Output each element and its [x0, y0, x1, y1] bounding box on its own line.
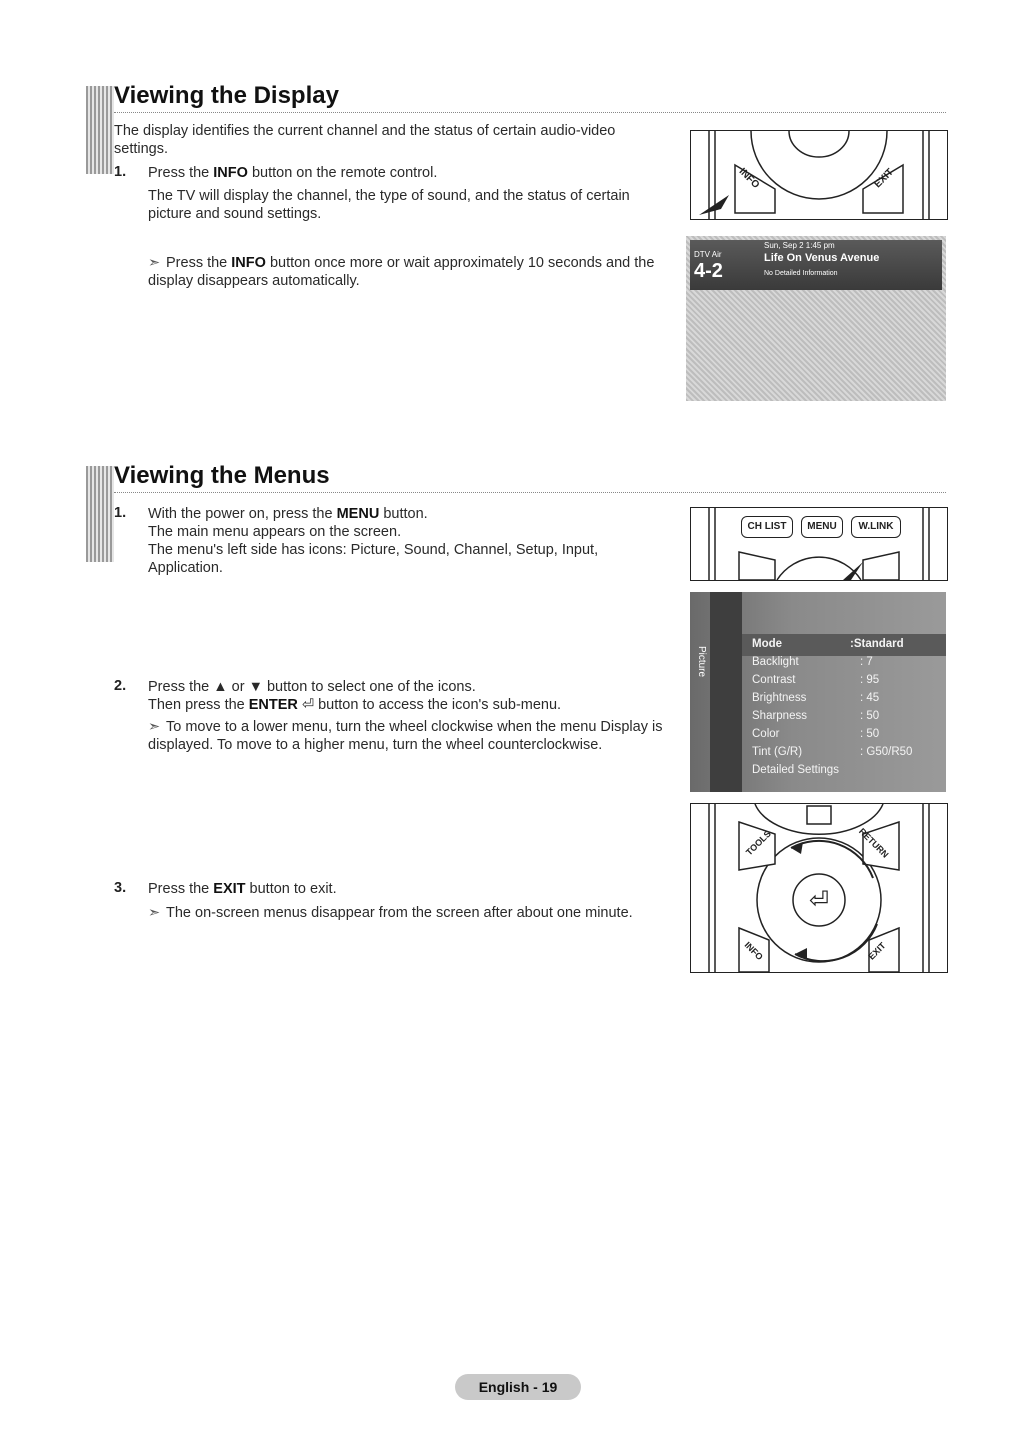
- remote-drawing: [691, 131, 947, 219]
- source-label: DTV Air: [694, 250, 722, 259]
- info-button-label: INFO: [736, 166, 762, 191]
- wlink-button: W.LINK: [851, 516, 901, 538]
- note-text: [148, 904, 678, 922]
- menu-item-value: : 45: [860, 692, 880, 704]
- section-title: Viewing the Display: [114, 82, 339, 109]
- info-key-label: INFO: [213, 165, 248, 181]
- remote-drawing: [691, 804, 947, 972]
- menu-item-label: Brightness: [752, 692, 807, 704]
- menu-side-label: Picture: [696, 645, 708, 678]
- step-number: 1.: [114, 505, 127, 521]
- exit-key-label: EXIT: [213, 881, 246, 897]
- step-text-post: button on the remote control.: [247, 165, 438, 181]
- return-button-label: RETURN: [856, 826, 891, 860]
- remote-illustration: [690, 507, 948, 581]
- remote-illustration: [690, 130, 948, 220]
- ch-list-button: CH LIST: [741, 516, 793, 538]
- note-text: [148, 718, 678, 754]
- note-body: The on-screen menus disappear from the screen after about one minute.: [166, 905, 633, 921]
- step-text-post: button to exit.: [245, 881, 337, 897]
- channel-number: 4-2: [694, 260, 723, 282]
- section-marker: [86, 466, 114, 562]
- step-number: 2.: [114, 678, 127, 694]
- menu-icon-column: [710, 592, 742, 792]
- tv-screen: [686, 236, 946, 401]
- step-text: The main menu appears on the screen.: [148, 524, 402, 540]
- menu-key-label: MENU: [336, 506, 380, 522]
- step-detail: The TV will display the channel, the type of sound, and the status of certain picture and sound settings.: [148, 188, 630, 222]
- menu-item-value: : 7: [860, 656, 873, 668]
- step-text-pre: With the power on, press the: [148, 506, 337, 522]
- section-rule: [114, 112, 946, 113]
- menu-item-value: : 95: [860, 674, 880, 686]
- menu-item-label: Color: [752, 728, 780, 740]
- svg-text:⏎: ⏎: [808, 886, 830, 914]
- step-text: [148, 505, 668, 523]
- section-marker: [86, 86, 114, 174]
- enter-key-label: ENTER: [248, 697, 298, 713]
- step-text: [148, 164, 668, 182]
- tools-button-label: TOOLS: [743, 828, 773, 858]
- menu-item-value: : 50: [860, 728, 880, 740]
- intro-text: The display identifies the current channel and the status of certain audio-video settings.: [114, 123, 616, 157]
- section-title: Viewing the Menus: [114, 462, 330, 489]
- menu-item-label: Tint (G/R): [752, 746, 803, 758]
- step-number: 1.: [114, 164, 127, 180]
- menu-item-label: Contrast: [752, 674, 796, 686]
- step-text: [148, 880, 668, 898]
- enter-icon: ⏎: [301, 697, 315, 713]
- step-text-pre: Press the: [148, 881, 214, 897]
- note-arrow-icon: ➣: [148, 719, 161, 735]
- step-text: Press the ▲ or ▼ button to select one of the icons.: [148, 679, 476, 695]
- exit-button-label: EXIT: [872, 166, 896, 191]
- step-text-pre: Then press the: [148, 697, 249, 713]
- note-pre: Press the: [166, 255, 232, 271]
- menu-item-label: Sharpness: [752, 710, 807, 722]
- step-text: The menu's left side has icons: Picture, Sound, Channel, Setup, Input, Application.: [148, 542, 599, 576]
- menu-button: MENU: [801, 516, 843, 538]
- step-text-pre: Press the: [148, 165, 214, 181]
- step-text-post: button to access the icon's sub-menu.: [314, 697, 562, 713]
- datetime-label: Sun, Sep 2 1:45 pm: [764, 241, 835, 250]
- menu-item-label: Detailed Settings: [752, 764, 839, 776]
- section-rule: [114, 492, 946, 493]
- note-post: button once more or wait approximately 10 seconds and the display disappears automatically.: [148, 255, 655, 289]
- exit-button-label: EXIT: [866, 940, 888, 962]
- remote-wheel-illustration: [690, 803, 948, 973]
- info-button-label: INFO: [742, 939, 765, 963]
- menu-item-value: :Standard: [850, 638, 904, 650]
- note-arrow-icon: ➣: [148, 255, 161, 271]
- step-number: 3.: [114, 880, 127, 896]
- note-body: To move to a lower menu, turn the wheel clockwise when the menu Display is displayed. To move to a higher menu, turn the wheel counterclockwise.: [148, 719, 663, 753]
- program-detail: No Detailed Information: [764, 270, 838, 277]
- menu-item-value: : 50: [860, 710, 880, 722]
- program-title: Life On Venus Avenue: [764, 252, 880, 264]
- menu-item-label: Backlight: [752, 656, 799, 668]
- step-text-post: button.: [379, 506, 428, 522]
- step-text: [148, 696, 668, 714]
- info-key-label: INFO: [231, 255, 266, 271]
- page-number: English - 19: [455, 1374, 581, 1400]
- menu-item-label: Mode: [752, 638, 783, 650]
- tv-menu-screen: [690, 592, 946, 792]
- note-text: [148, 254, 668, 290]
- note-arrow-icon: ➣: [148, 905, 161, 921]
- menu-item-value: : G50/R50: [860, 746, 913, 758]
